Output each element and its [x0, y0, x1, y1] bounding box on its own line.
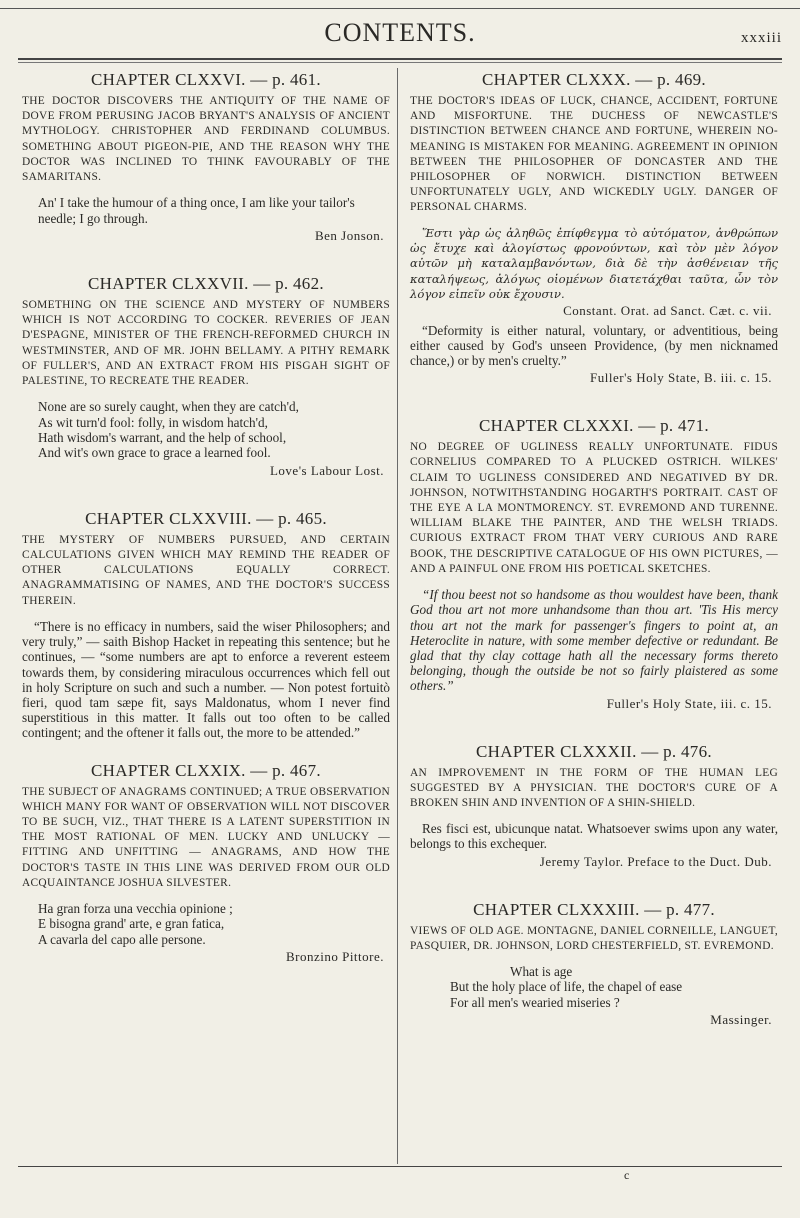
chapter-177	[22, 274, 390, 479]
chapter-summary: VIEWS OF OLD AGE. MONTAGNE, DANIEL CORNEILLE, LANGUET, PASQUIER, DR. JOHNSON, LORD CHESTERFIELD, ST. EVREMOND.	[410, 924, 778, 952]
epigraph-attribution: Massinger.	[710, 1012, 772, 1028]
verse-line: None are so surely caught, when they are catch'd,	[38, 399, 299, 415]
spacer	[410, 724, 778, 742]
chapter-summary: THE DOCTOR DISCOVERS THE ANTIQUITY OF THE NAME OF DOVE FROM PERUSING JACOB BRYANT'S ANALYSIS OF ANCIENT MYTHOLOGY. CHRISTOPHER AND FERDINAND COLUMBUS. SOMETHING ABOUT PIGEON-PIE, AND THE REASON WHY THE DOCTOR WAS INCLINED TO THINK FAVOURABLY OF THE SAMARITANS.	[22, 95, 390, 184]
signature-mark: c	[624, 1168, 630, 1182]
footer-rule	[18, 1166, 782, 1167]
chapter-summary: THE MYSTERY OF NUMBERS PURSUED, AND CERTAIN CALCULATIONS GIVEN WHICH MAY REMIND THE READER OF OTHER CALCULATIONS EQUALLY CORRECT. ANAGRAMMATISING OF NAMES, AND THE DOCTOR'S SUCCESS THEREIN.	[22, 533, 390, 607]
chapter-summary: SOMETHING ON THE SCIENCE AND MYSTERY OF NUMBERS WHICH IS NOT ACCORDING TO COCKER. REVERIES OF JEAN D'ESPAGNE, MINISTER OF THE FRENCH-REFORMED CHURCH IN WESTMINSTER, AND OF MR. JOHN BELLAMY. A PITHY REMARK OF FULLER'S, AND AN EXTRACT FROM HIS PISGAH SIGHT OF PALESTINE, TO RECREATE THE READER.	[22, 299, 390, 388]
epigraph-prose: “If thou beest not so handsome as thou wouldest have been, thank God thou art not more unhandsome than thou art. 'Tis His mercy thou art not the mark for passenger's fingers to point at, an Heteroclite in nature, with some member defective or redundant. Be glad that thy clay cottage hath all the necessary forms thereto belonging, though the outside be not so fairly plaistered as some others.”	[410, 587, 778, 694]
spacer	[22, 256, 390, 274]
epigraph-verse	[38, 901, 390, 947]
epigraph-verse	[38, 399, 390, 461]
greek-attribution: Constant. Orat. ad Sanct. Cæt. c. vii.	[563, 302, 772, 318]
left-column	[22, 70, 390, 977]
spacer	[22, 743, 390, 761]
column-divider	[397, 68, 398, 1164]
chapter-summary: AN IMPROVEMENT IN THE FORM OF THE HUMAN LEG SUGGESTED BY A PHYSICIAN. THE DOCTOR'S CURE OF A BROKEN SHIN AND INVENTION OF A SHIN-SHIELD.	[410, 766, 778, 809]
chapter-181	[410, 416, 778, 711]
running-title: CONTENTS.	[324, 18, 476, 47]
epigraph: An' I take the humour of a thing once, I am like your tailor's needle; I go through.	[38, 195, 355, 226]
epigraph-prose: “Deformity is either natural, voluntary, or adventitious, being either caused by God's unseen Providence, (by men nicknamed chance,) or by men's cruelty.”	[410, 322, 778, 369]
chapter-summary: NO DEGREE OF UGLINESS REALLY UNFORTUNATE. FIDUS CORNELIUS COMPARED TO A PLUCKED OSTRICH. WILKES' CLAIM TO UGLINESS CONSIDERED AND NEGATIVED BY DR. JOHNSON, NOTWITHSTANDING HOGARTH'S PORTRAIT. CAST OF THE EYE A LA MONTMORENCY. ST. EVREMOND AND TURENNE. WILLIAM BLAKE THE PAINTER, AND THE WELSH TRIADS. CURIOUS EXTRACT FROM THAT VERY CURIOUS AND RARE BOOK, THE DESCRIPTIVE CATALOGUE OF HIS OWN PICTURES, — AND A PAINFUL ONE FROM HIS POETICAL SKETCHES.	[410, 441, 778, 575]
verse-line: And wit's own grace to grace a learned fool.	[38, 445, 271, 461]
right-column	[410, 70, 778, 1040]
chapter-heading: CHAPTER CLXXXII. — p. 476.	[476, 741, 712, 761]
epigraph-attribution: Bronzino Pittore.	[285, 949, 384, 965]
greek-epigraph: Ἕστι γὰρ ὡς ἀληθῶς ἐπίφθεγμα τὸ αὐτόματον, ἀνθρώπων ὡς ἔτυχε καὶ ἀλογίστως φρονούντων, καὶ τὸν μὲν λόγον αὐτῶν μὴ καταλαμβανόντων, διὰ δὲ τὴν ἀσθένειαν τῆς καταλήψεως, ἀλόγως οἰομένων διατετάχθαι ταῦτα, ὧν τὸν λόγον εἰπεῖν οὐκ ἔχουσιν.	[410, 225, 778, 302]
chapter-176	[22, 70, 390, 244]
chapter-heading: CHAPTER CLXXVI. — p. 461.	[91, 70, 321, 89]
top-rule	[0, 8, 800, 9]
chapter-heading: CHAPTER CLXXIX. — p. 467.	[91, 760, 321, 780]
chapter-heading: CHAPTER CLXXX. — p. 469.	[482, 70, 706, 89]
spacer	[22, 491, 390, 509]
epigraph-prose: “There is no efficacy in numbers, said the wiser Philosophers; and very truly,” — saith Bishop Hacket in repeating this sentence; but he continues, — “some numbers are apt to enforce a reverent esteem towards them, by considering miraculous occurrences which fell out in holy Scripture on such and such a number. — Non potest fortuitò fieri, quod tam sæpe fit, says Maldonatus, whom I never find superstitious in this matter. It falls out too often to be called contingent; and the oftener it falls out, the more to be attended.”	[22, 618, 390, 741]
chapter-summary: THE SUBJECT OF ANAGRAMS CONTINUED; A TRUE OBSERVATION WHICH MANY FOR WANT OF OBSERVATION WILL NOT DISCOVER TO BE SUCH, VIZ., THAT THERE IS A LATENT SUPERSTITION IN THE MOST RATIONAL OF MEN. LUCKY AND UNLUCKY — FITTING AND UNFITTING — ANAGRAMS, AND HOW THE DOCTOR'S TASTE IN THIS LINE WAS DERIVED FROM OUR OLD ACQUAINTANCE JOSHUA SILVESTER.	[22, 785, 390, 889]
epigraph-attribution: Jeremy Taylor. Preface to the Duct. Dub.	[539, 853, 772, 869]
spacer	[410, 398, 778, 416]
verse-line: But the holy place of life, the chapel of ease	[450, 979, 683, 995]
epigraph-prose: Res fisci est, ubicunque natat. Whatsoever swims upon any water, belongs to this exchequer.	[410, 821, 778, 852]
epigraph-verse	[450, 964, 778, 1010]
chapter-heading: CHAPTER CLXXXI. — p. 471.	[479, 416, 709, 436]
verse-line: What is age	[510, 963, 573, 979]
epigraph-attribution: Fuller's Holy State, iii. c. 15.	[606, 695, 772, 711]
chapter-summary: THE DOCTOR'S IDEAS OF LUCK, CHANCE, ACCIDENT, FORTUNE AND MISFORTUNE. THE DUCHESS OF NEWCASTLE'S DISTINCTION BETWEEN CHANCE AND FORTUNE, WHEREIN NO-MEANING IS MISTAKEN FOR MEANING. AGREEMENT IN OPINION BETWEEN THE PHILOSOPHER OF DONCASTER AND THE PHILOSOPHER OF NORWICH. DISTINCTION BETWEEN UNFORTUNATELY UGLY, AND WICKEDLY UGLY. DANGER OF PERSONAL CHARMS.	[410, 95, 778, 214]
verse-line: As wit turn'd fool: folly, in wisdom hatch'd,	[38, 414, 268, 430]
epigraph-attribution: Fuller's Holy State, B. iii. c. 15.	[590, 370, 772, 386]
verse-line: For all men's wearied miseries ?	[450, 994, 620, 1010]
epigraph-attribution: Love's Labour Lost.	[269, 462, 384, 478]
header-rule-thin	[18, 62, 782, 63]
chapter-heading: CHAPTER CLXXVIII. — p. 465.	[85, 508, 327, 528]
chapter-179	[22, 761, 390, 966]
header-rule	[18, 58, 782, 60]
verse-line: Ha gran forza una vecchia opinione ;	[38, 900, 233, 916]
epigraph-attribution: Ben Jonson.	[314, 228, 384, 244]
chapter-180	[410, 70, 778, 386]
verse-line: A cavarla del capo alle persone.	[38, 931, 206, 947]
chapter-heading: CHAPTER CLXXVII. — p. 462.	[88, 274, 324, 294]
chapter-heading: CHAPTER CLXXXIII. — p. 477.	[473, 899, 715, 919]
chapter-182	[410, 742, 778, 870]
chapter-183	[410, 900, 778, 1029]
verse-line: Hath wisdom's warrant, and the help of school,	[38, 430, 287, 446]
spacer	[410, 882, 778, 900]
verse-line: E bisogna grand' arte, e gran fatica,	[38, 916, 225, 932]
page-number: xxxiii	[740, 30, 782, 46]
chapter-178	[22, 509, 390, 741]
